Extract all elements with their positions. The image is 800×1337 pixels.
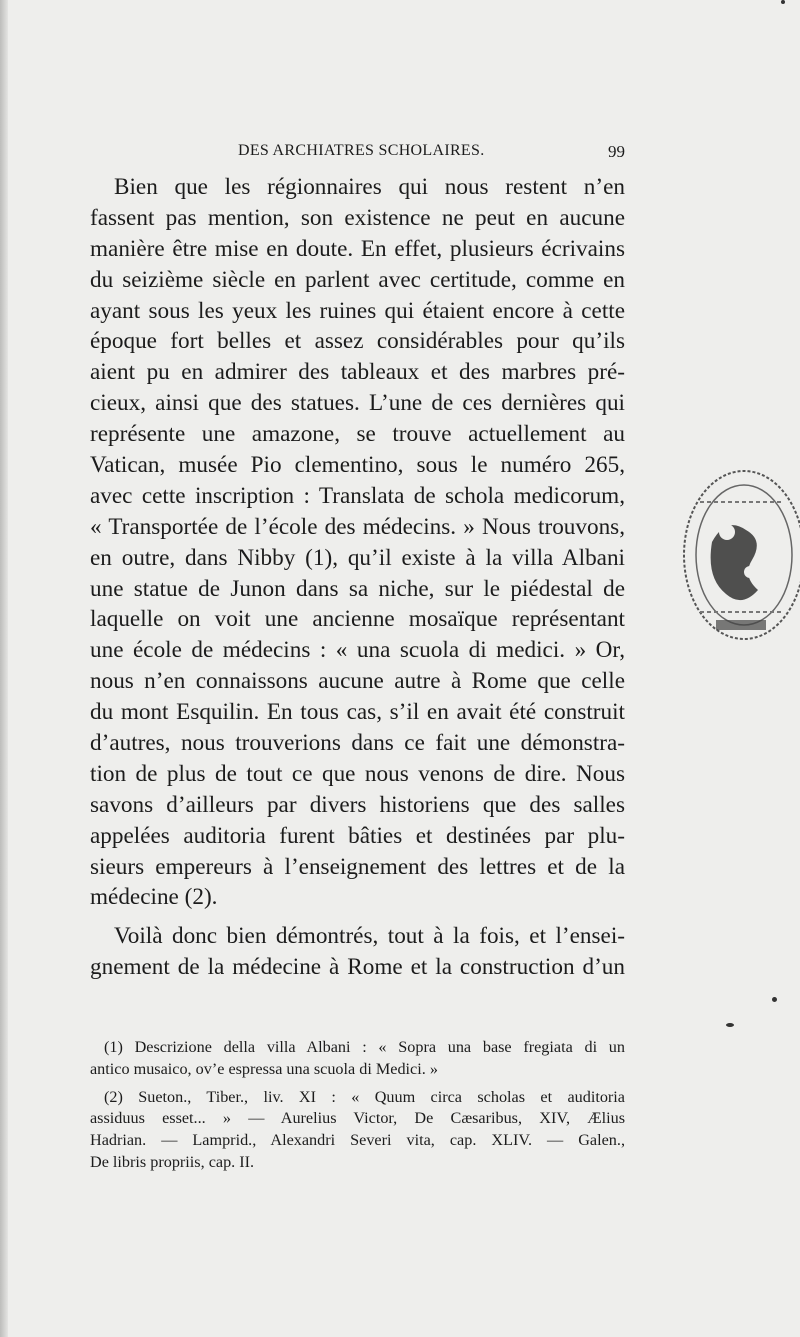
footnote-line: Hadrian. — Lamprid., Alexandri Severi vita, cap. XLIV. — Galen., [90, 1131, 625, 1150]
body-text [90, 172, 625, 983]
library-stamp-icon [672, 462, 800, 648]
text-line: « Transportée de l’école des médecins. » Nous trouvons, [90, 513, 625, 540]
text-line: aient pu en admirer des tableaux et des marbres pré- [90, 359, 625, 386]
footnote-line: De libris propriis, cap. II. [90, 1152, 255, 1171]
text-line: Voilà donc bien démontrés, tout à la fois, et l’ensei- [114, 923, 625, 950]
running-title: DES ARCHIATRES SCHOLAIRES. [238, 142, 485, 159]
text-line: tion de plus de tout ce que nous venons de dire. Nous [90, 760, 625, 787]
text-line: avec cette inscription : Translata de schola medicorum, [90, 482, 625, 509]
text-line: laquelle on voit une ancienne mosaïque représentant [90, 606, 625, 633]
text-line: cieux, ainsi que des statues. L’une de ces dernières qui [90, 390, 625, 417]
text-line: une école de médecins : « una scuola di medici. » Or, [90, 637, 625, 664]
footnote-line: (1) Descrizione della villa Albani : « Sopra una base fregiata di un [104, 1038, 625, 1056]
text-line: sieurs empereurs à l’enseignement des lettres et de la [90, 853, 625, 880]
footnotes [90, 1037, 625, 1174]
text-line: médecine (2). [90, 884, 218, 911]
ink-spot [772, 997, 777, 1002]
text-line: Bien que les régionnaires qui nous restent n’en [114, 174, 625, 200]
text-line: du mont Esquilin. En tous cas, s’il en avait été construit [90, 699, 625, 726]
text-line: fassent pas mention, son existence ne peut en aucune [90, 204, 625, 231]
text-line: ayant sous les yeux les ruines qui étaient encore à cette [90, 297, 625, 324]
ink-spot [781, 0, 785, 4]
text-line: appelées auditoria furent bâties et destinées par plu- [90, 822, 625, 849]
text-line: Vatican, musée Pio clementino, sous le numéro 265, [90, 452, 625, 479]
ink-spot [726, 1023, 734, 1027]
footnote-line: (2) Sueton., Tiber., liv. XI : « Quum circa scholas et auditoria [104, 1087, 625, 1106]
footnote-line: antico musaico, ov’e espressa una scuola di Medici. » [90, 1059, 438, 1078]
text-line: du seizième siècle en parlent avec certitude, comme en [90, 266, 625, 293]
page-number: 99 [608, 142, 625, 161]
text-line: époque fort belles et assez considérables pour qu’ils [90, 328, 625, 355]
text-line: en outre, dans Nibby (1), qu’il existe à la villa Albani [90, 544, 625, 571]
page-header [90, 142, 625, 166]
text-line: d’autres, nous trouverions dans ce fait une démonstra- [90, 730, 625, 757]
page-edge [0, 0, 8, 1337]
text-line: représente une amazone, se trouve actuellement au [90, 421, 625, 448]
footnote-line: assiduus esset... » — Aurelius Victor, De Cæsaribus, XIV, Ælius [90, 1109, 625, 1128]
text-line: manière être mise en doute. En effet, plusieurs écrivains [90, 235, 625, 262]
text-line: savons d’ailleurs par divers historiens que des salles [90, 791, 625, 818]
text-line: nous n’en connaissons aucune autre à Rome que celle [90, 668, 625, 695]
text-line: gnement de la médecine à Rome et la construction d’un [90, 954, 625, 981]
text-line: une statue de Junon dans sa niche, sur le piédestal de [90, 575, 625, 602]
